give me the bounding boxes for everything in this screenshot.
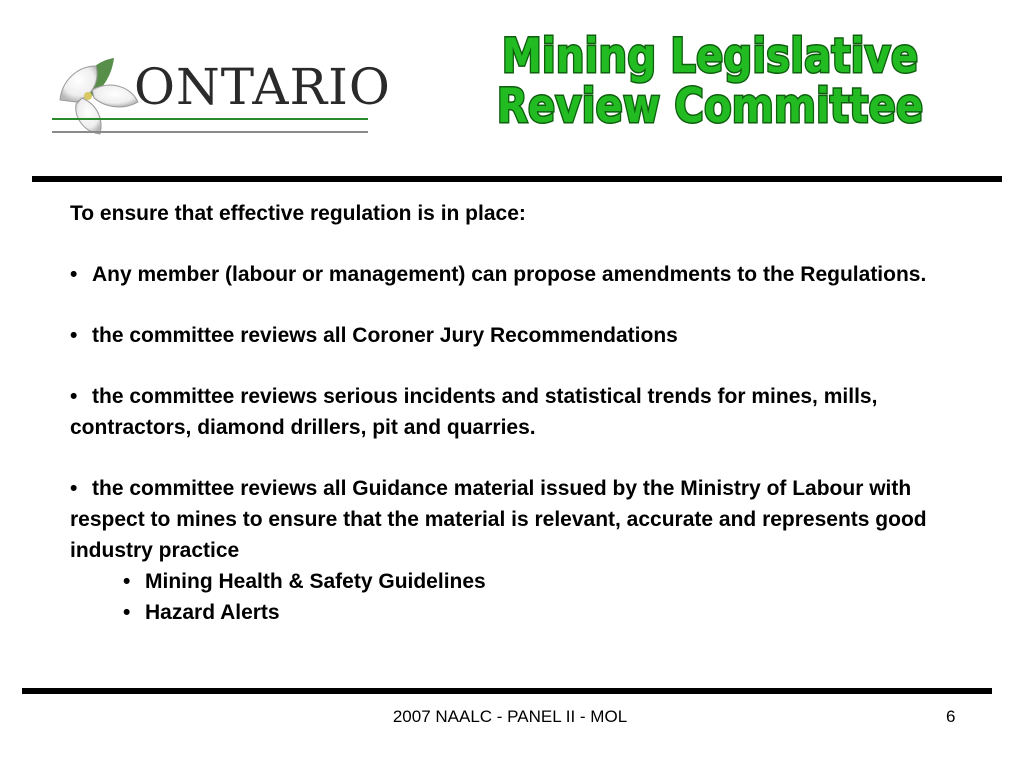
header-divider (32, 176, 1002, 182)
logo-wordmark: ONTARIO (134, 58, 391, 116)
bullet-text-1: Any member (labour or management) can propose amendments to the Regulations. (92, 263, 927, 286)
slide-body (70, 198, 970, 628)
bullet-text-4: the committee reviews all Guidance material issued by the Ministry of Labour with respect to mines to ensure that the material is relevant, accurate and represents good industry practice (70, 477, 927, 562)
sub-bullet-text-2: Hazard Alerts (145, 601, 280, 624)
footer-text: 2007 NAALC - PANEL II - MOL (392, 707, 628, 726)
bullet-marker: • (123, 601, 131, 624)
logo-underline-grey (52, 131, 368, 133)
trillium-flower-icon (52, 52, 142, 136)
bullet-item-2 (70, 320, 970, 351)
footer-divider (22, 688, 992, 694)
bullet-text-3: the committee reviews serious incidents and statistical trends for mines, mills, contractors, diamond drillers, pit and quarries. (70, 385, 878, 439)
bullet-marker: • (70, 477, 78, 500)
sub-bullet-item-1 (70, 566, 970, 597)
bullet-item-4 (70, 473, 970, 566)
slide-title (469, 29, 951, 134)
sub-bullet-item-2 (70, 597, 970, 628)
bullet-marker: • (70, 385, 78, 408)
bullet-item-1 (70, 259, 970, 290)
bullet-item-3 (70, 381, 970, 443)
intro-text: To ensure that effective regulation is in place: (70, 202, 526, 225)
ontario-logo (52, 52, 391, 136)
bullet-text-2: the committee reviews all Coroner Jury Recommendations (92, 324, 678, 347)
bullet-marker: • (70, 324, 78, 347)
sub-bullet-text-1: Mining Health & Safety Guidelines (145, 570, 486, 593)
slide-title-line-2: Review Committee (496, 79, 924, 134)
page-number: 6 (946, 707, 956, 726)
slide-title-line-1: Mining Legislative (501, 29, 919, 84)
logo-underline-green (52, 118, 368, 120)
bullet-marker: • (70, 263, 78, 286)
bullet-marker: • (123, 570, 131, 593)
